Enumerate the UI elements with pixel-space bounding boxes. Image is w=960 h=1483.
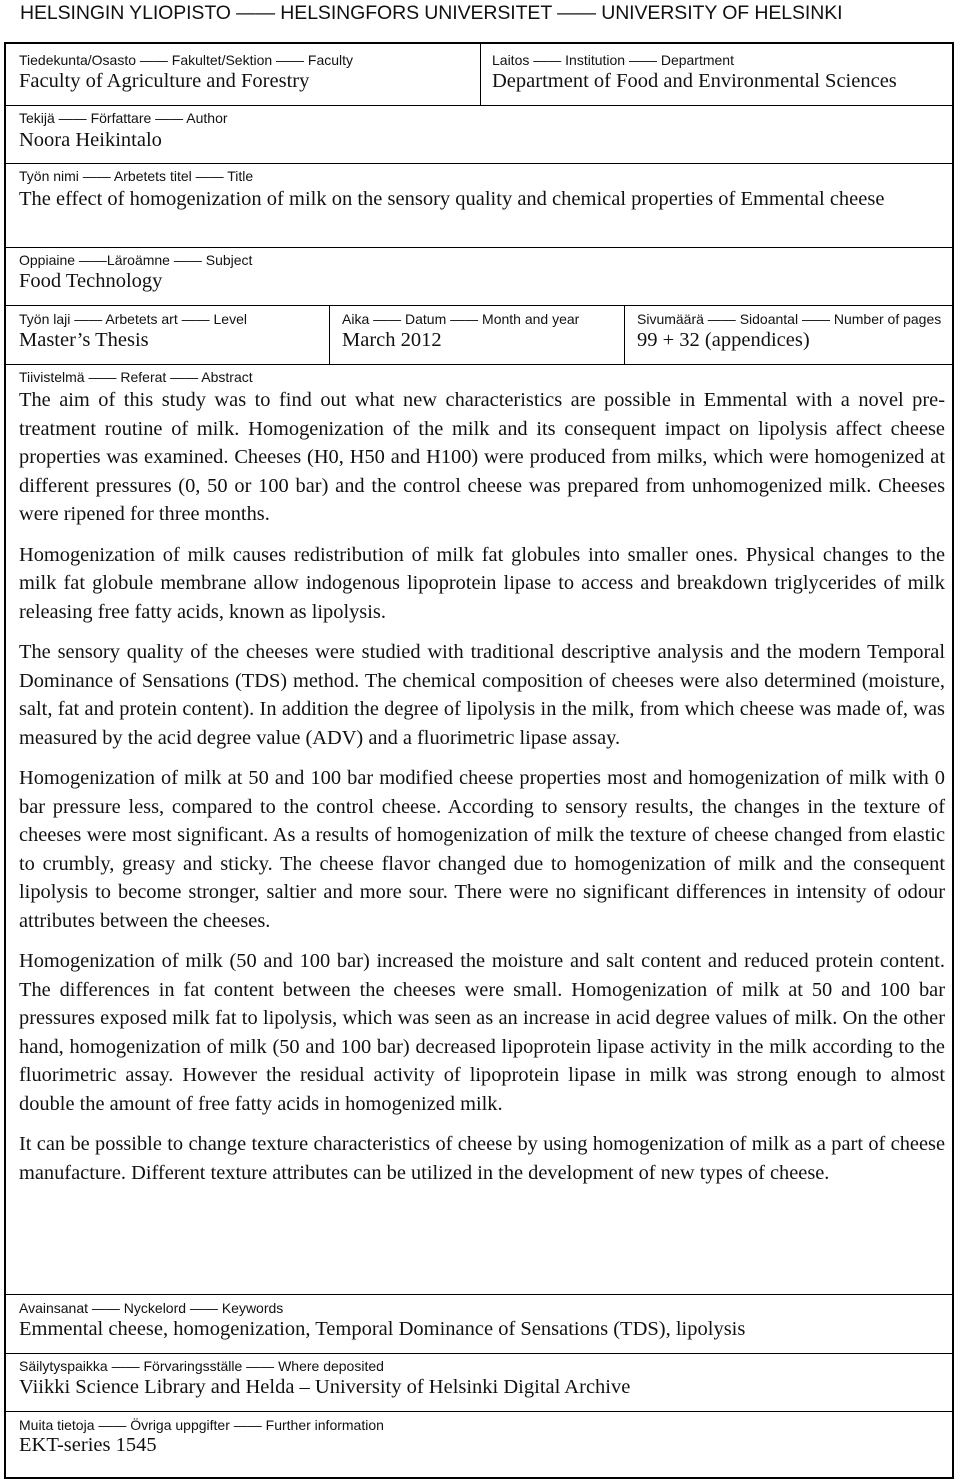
university-header: HELSINGIN YLIOPISTO —— HELSINGFORS UNIVERSITET —— UNIVERSITY OF HELSINKI: [20, 2, 843, 24]
title-label: Työn nimi —— Arbetets titel —— Title: [19, 168, 254, 184]
divider: [4, 1411, 954, 1412]
deposited-label: Säilytyspaikka —— Förvaringsställe —— Where deposited: [19, 1358, 384, 1374]
column-divider: [624, 305, 625, 364]
keywords-value: Emmental cheese, homogenization, Temporal Dominance of Sensations (TDS), lipolysis: [19, 1318, 746, 1340]
department-value: Department of Food and Environmental Sciences: [492, 70, 897, 92]
abstract-paragraph: Homogenization of milk at 50 and 100 bar modified cheese properties most and homogenization of milk with 0 bar pressure less, compared to the control cheese. According to sensory results, the changes in the texture of cheeses were most significant. As a results of homogenization of milk the texture of cheese changed from elastic to crumbly, greasy and sticky. The cheese flavor changed due to homogenization of milk and the consequent lipolysis to become stronger, saltier and more sour. There were no significant differences in intensity of odour attributes between the cheeses.: [19, 766, 945, 932]
divider: [4, 163, 954, 164]
level-label: Työn laji —— Arbetets art —— Level: [19, 311, 247, 327]
keywords-label: Avainsanat —— Nyckelord —— Keywords: [19, 1300, 284, 1316]
divider: [4, 1353, 954, 1354]
date-value: March 2012: [342, 329, 442, 351]
divider: [4, 247, 954, 248]
pages-value: 99 + 32 (appendices): [637, 329, 810, 351]
column-divider: [329, 305, 330, 364]
column-divider: [480, 42, 481, 105]
divider: [4, 1294, 954, 1295]
abstract-label: Tiivistelmä —— Referat —— Abstract: [19, 369, 253, 385]
further-info-value: EKT-series 1545: [19, 1434, 157, 1456]
deposited-value: Viikki Science Library and Helda – University of Helsinki Digital Archive: [19, 1376, 631, 1398]
abstract-paragraph: Homogenization of milk (50 and 100 bar) increased the moisture and salt content and reduced protein content. The differences in fat content between the cheeses were small. Homogenization of milk at 50 and 100 bar pressures exposed milk fat to lipolysis, which was seen as an increase in acid degree values of milk. On the other hand, homogenization of milk (50 and 100 bar) decreased lipoprotein lipase activity in the milk according to the fluorimetric assay. However the residual activity of lipoprotein lipase in milk was strong enough to almost double the amount of free fatty acids in homogenized milk.: [19, 950, 945, 1116]
abstract-paragraph: Homogenization of milk causes redistribution of milk fat globules into smaller ones. Physical changes to the milk fat globule membrane allow indogenous lipoprotein lipase to access and breakdown triglycerides of milk releasing free fatty acids, known as lipolysis.: [19, 543, 945, 623]
abstract-paragraph: The aim of this study was to find out what new characteristics are possible in Emmental with a novel pre-treatment routine of milk. Homogenization of the milk and its consequent impact on lipolysis affect cheese properties was examined. Cheeses (H0, H50 and H100) were produced from milks, which were homogenized at different pressures (0, 50 or 100 bar) and the control cheese was prepared from unhomogenized milk. Cheeses were ripened for three months.: [19, 389, 945, 526]
thesis-title: The effect of homogenization of milk on the sensory quality and chemical properties of Emmental cheese: [19, 188, 885, 210]
divider: [4, 105, 954, 106]
date-label: Aika —— Datum —— Month and year: [342, 311, 580, 327]
subject-label: Oppiaine ——Läroämne —— Subject: [19, 252, 253, 268]
level-value: Master’s Thesis: [19, 329, 149, 351]
further-info-label: Muita tietoja —— Övriga uppgifter —— Further information: [19, 1417, 384, 1433]
pages-label: Sivumäärä —— Sidoantal —— Number of pages: [637, 311, 942, 327]
author-value: Noora Heikintalo: [19, 129, 162, 151]
faculty-value: Faculty of Agriculture and Forestry: [19, 70, 310, 92]
abstract-paragraph: The sensory quality of the cheeses were studied with traditional descriptive analysis and the modern Temporal Dominance of Sensations (TDS) method. The chemical composition of cheeses were also determined (moisture, salt, fat and protein content). In addition the degree of lipolysis in the milk, from which cheese was made of, was measured by the acid degree value (ADV) and a fluorimetric lipase assay.: [19, 640, 945, 749]
divider: [4, 364, 954, 365]
faculty-label: Tiedekunta/Osasto —— Fakultet/Sektion —— Faculty: [19, 52, 354, 68]
subject-value: Food Technology: [19, 270, 163, 292]
author-label: Tekijä —— Författare —— Author: [19, 110, 228, 126]
divider: [4, 305, 954, 306]
abstract-body: [19, 386, 945, 1199]
abstract-paragraph: It can be possible to change texture characteristics of cheese by using homogenization of milk as a part of cheese manufacture. Different texture attributes can be utilized in the development of new types of cheese.: [19, 1133, 945, 1184]
department-label: Laitos —— Institution —— Department: [492, 52, 734, 68]
